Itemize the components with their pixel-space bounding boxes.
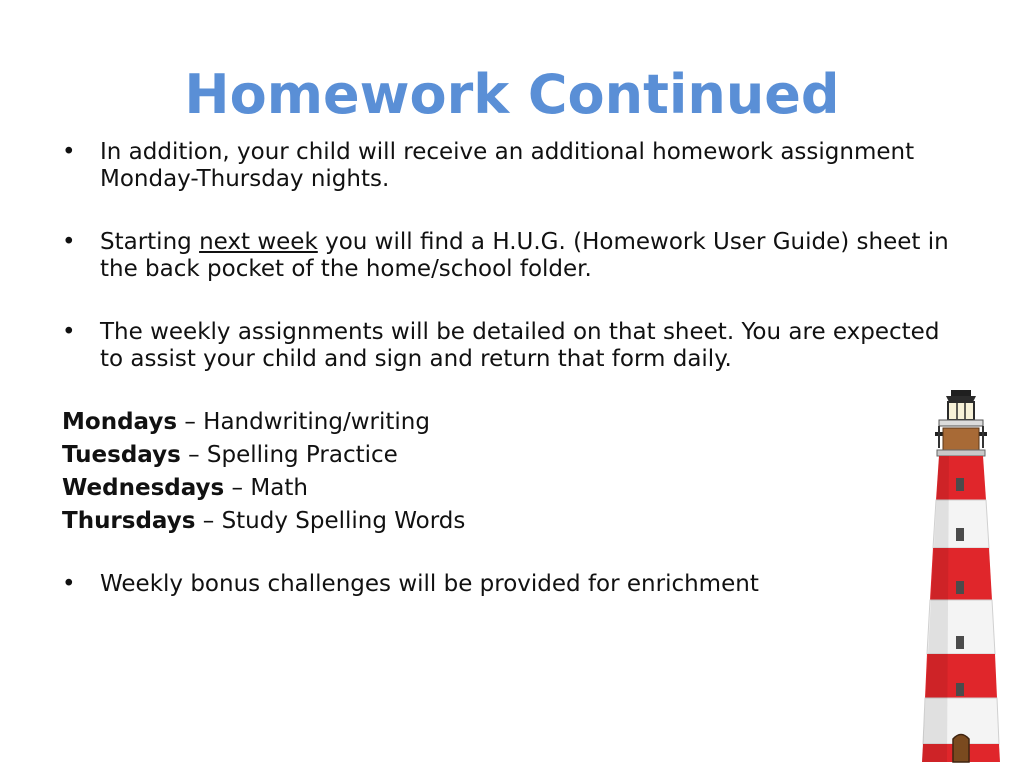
bullet-item-4 bbox=[62, 571, 962, 598]
bullet-item-3 bbox=[62, 319, 962, 373]
bullet-text: Weekly bonus challenges will be provided for enrichment bbox=[100, 571, 759, 597]
schedule-monday bbox=[62, 409, 962, 436]
lighthouse-window bbox=[956, 683, 964, 696]
lighthouse-icon bbox=[905, 388, 1017, 764]
lighthouse-window bbox=[956, 636, 964, 649]
schedule-thursday bbox=[62, 508, 962, 535]
schedule-separator: – bbox=[195, 508, 222, 534]
schedule-day: Tuesdays bbox=[62, 442, 181, 468]
bullet-dot: • bbox=[62, 571, 76, 597]
lighthouse-cap bbox=[951, 390, 971, 396]
bullet-text: The weekly assignments will be detailed on that sheet. You are expected to assist your child and sign and return that form daily. bbox=[100, 319, 940, 372]
bullet-text-end: you will find a H.U.G. (Homework User Guide) sheet in the back pocket of the home/school folder. bbox=[100, 229, 949, 282]
homework-schedule bbox=[62, 409, 962, 535]
schedule-day: Thursdays bbox=[62, 508, 196, 534]
lighthouse-window bbox=[956, 478, 964, 491]
schedule-separator: – bbox=[180, 442, 207, 468]
schedule-separator: – bbox=[224, 475, 251, 501]
bullet-text: In addition, your child will receive an additional homework assignment Monday-Thursday nights. bbox=[100, 139, 915, 192]
lighthouse-watch-room bbox=[943, 428, 979, 450]
lighthouse-door bbox=[953, 735, 969, 763]
lighthouse-window bbox=[956, 528, 964, 541]
bullet-dot: • bbox=[62, 139, 76, 165]
schedule-tuesday bbox=[62, 442, 962, 469]
bullet-item-2 bbox=[62, 229, 962, 283]
bullet-item-1 bbox=[62, 139, 962, 193]
slide-title: Homework Continued bbox=[184, 63, 840, 126]
lighthouse-lantern bbox=[948, 402, 974, 420]
underlined-text: next week bbox=[199, 229, 318, 255]
lighthouse-gallery bbox=[939, 420, 983, 426]
schedule-day: Mondays bbox=[62, 409, 178, 435]
slide-content bbox=[62, 139, 962, 634]
schedule-task: Math bbox=[250, 475, 308, 501]
schedule-task: Handwriting/writing bbox=[203, 409, 430, 435]
schedule-wednesday bbox=[62, 475, 962, 502]
bullet-dot: • bbox=[62, 319, 76, 345]
bullet-text-start: Starting bbox=[100, 229, 200, 255]
bullet-dot: • bbox=[62, 229, 76, 255]
schedule-separator: – bbox=[177, 409, 204, 435]
schedule-task: Study Spelling Words bbox=[221, 508, 466, 534]
lighthouse-window bbox=[956, 581, 964, 594]
schedule-day: Wednesdays bbox=[62, 475, 225, 501]
schedule-task: Spelling Practice bbox=[206, 442, 398, 468]
